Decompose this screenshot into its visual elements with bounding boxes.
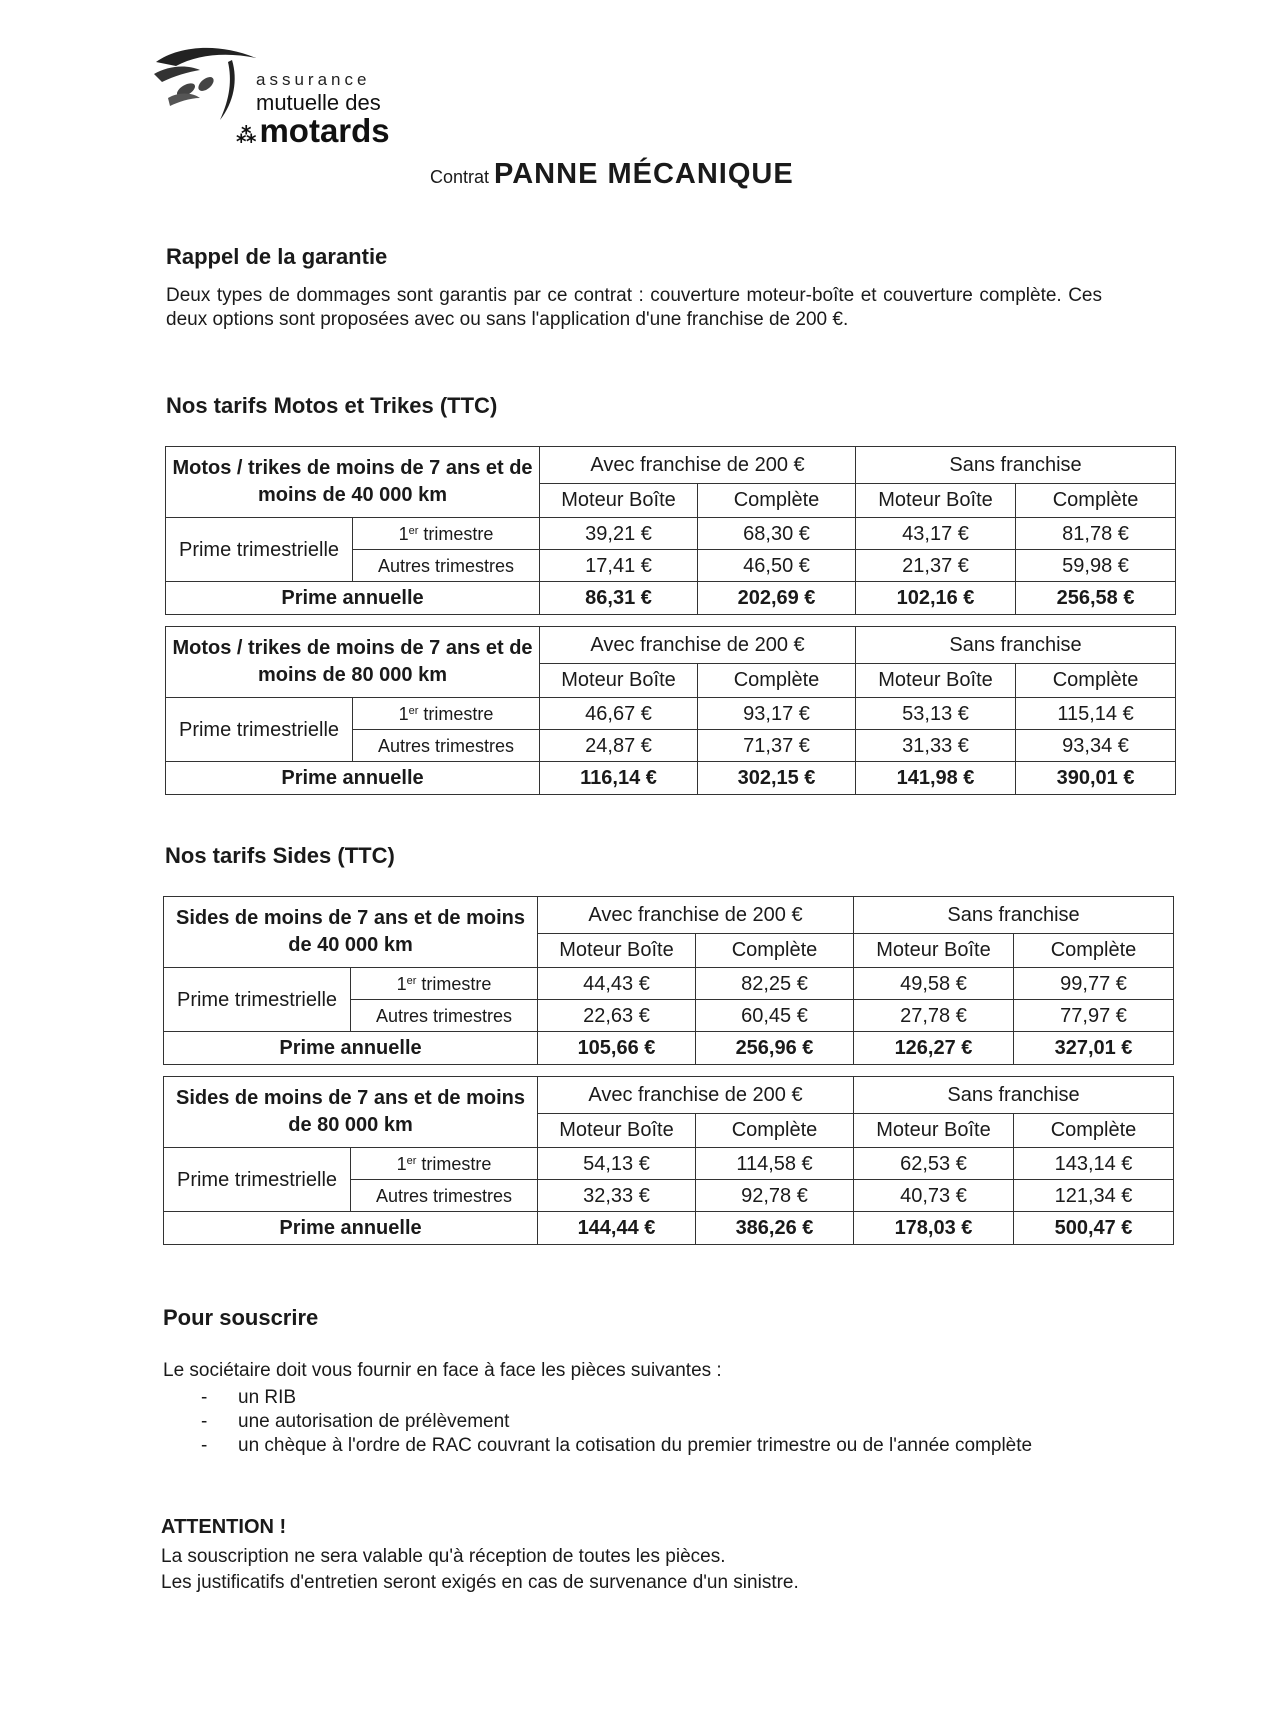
logo-line-3-text: motards (259, 112, 390, 149)
documents-list (163, 1386, 1103, 1458)
title-main: PANNE MÉCANIQUE (494, 158, 794, 190)
group-header: Avec franchise de 200 € (540, 447, 856, 484)
table-row (164, 1148, 1174, 1180)
table-cell: 77,97 € (1014, 1000, 1174, 1032)
logo-line-2: mutuelle des (256, 90, 381, 115)
row-label: Autres trimestres (353, 730, 540, 762)
row-label: Prime trimestrielle (166, 518, 353, 582)
souscrire-intro: Le sociétaire doit vous fournir en face à face les pièces suivantes : (163, 1360, 722, 1381)
sides-heading: Nos tarifs Sides (TTC) (165, 843, 395, 868)
page-title (430, 158, 794, 191)
attention-heading: ATTENTION ! (161, 1516, 287, 1538)
table-cell: 144,44 € (538, 1212, 696, 1245)
row-label-first (351, 1148, 538, 1180)
sides-table-40000 (163, 896, 1174, 1065)
group-header: Avec franchise de 200 € (538, 1077, 854, 1114)
table-cell: 46,50 € (698, 550, 856, 582)
table-cell: 60,45 € (696, 1000, 854, 1032)
table-cell: 82,25 € (696, 968, 854, 1000)
column-header: Complète (1016, 664, 1176, 698)
table-cell: 92,78 € (696, 1180, 854, 1212)
table-row (166, 627, 1176, 664)
table-cell: 32,33 € (538, 1180, 696, 1212)
group-header: Avec franchise de 200 € (540, 627, 856, 664)
table-cell: 31,33 € (856, 730, 1016, 762)
column-header: Moteur Boîte (538, 934, 696, 968)
motos-table-40000 (165, 446, 1176, 615)
table-cell: 386,26 € (696, 1212, 854, 1245)
table-label: Motos / trikes de moins de 7 ans et de moins de 40 000 km (166, 447, 540, 518)
table-cell: 21,37 € (856, 550, 1016, 582)
column-header: Moteur Boîte (540, 664, 698, 698)
table-cell: 93,34 € (1016, 730, 1176, 762)
table-row (164, 968, 1174, 1000)
table-cell: 302,15 € (698, 762, 856, 795)
row-label-text: trimestre (423, 703, 494, 724)
table-cell: 102,16 € (856, 582, 1016, 615)
table-cell: 390,01 € (1016, 762, 1176, 795)
table-row (164, 1032, 1174, 1065)
row-label: Prime trimestrielle (164, 968, 351, 1032)
group-header: Avec franchise de 200 € (538, 897, 854, 934)
rappel-text: Deux types de dommages sont garantis par ce contrat : couverture moteur-boîte et couverture complète. Ces deux options sont proposées avec ou sans l'application d'une franchise de 200 €. (166, 285, 1102, 330)
row-label-text: trimestre (423, 523, 494, 544)
table-cell: 81,78 € (1016, 518, 1176, 550)
group-header: Sans franchise (856, 627, 1176, 664)
table-cell: 22,63 € (538, 1000, 696, 1032)
row-label: Prime annuelle (164, 1032, 538, 1065)
table-cell: 17,41 € (540, 550, 698, 582)
group-header: Sans franchise (856, 447, 1176, 484)
ordinal-suffix: er (408, 704, 419, 717)
table-label: Sides de moins de 7 ans et de moins de 40 000 km (164, 897, 538, 968)
column-header: Complète (1014, 1114, 1174, 1148)
table-cell: 40,73 € (854, 1180, 1014, 1212)
table-cell: 327,01 € (1014, 1032, 1174, 1065)
logo (148, 40, 408, 150)
table-row (166, 762, 1176, 795)
table-row (166, 447, 1176, 484)
souscrire-heading: Pour souscrire (163, 1305, 319, 1330)
table-cell: 202,69 € (698, 582, 856, 615)
row-label: Prime annuelle (164, 1212, 538, 1245)
column-header: Complète (696, 934, 854, 968)
column-header: Complète (696, 1114, 854, 1148)
row-label: Prime trimestrielle (166, 698, 353, 762)
attention-line-2: Les justificatifs d'entretien seront exigés en cas de survenance d'un sinistre. (161, 1572, 799, 1593)
table-row (166, 582, 1176, 615)
table-cell: 86,31 € (540, 582, 698, 615)
table-cell: 93,17 € (698, 698, 856, 730)
ordinal-suffix: er (406, 974, 417, 987)
row-label: Autres trimestres (353, 550, 540, 582)
table-cell: 49,58 € (854, 968, 1014, 1000)
table-cell: 115,14 € (1016, 698, 1176, 730)
table-cell: 59,98 € (1016, 550, 1176, 582)
table-cell: 68,30 € (698, 518, 856, 550)
ordinal-suffix: er (408, 524, 419, 537)
table-cell: 46,67 € (540, 698, 698, 730)
column-header: Moteur Boîte (856, 664, 1016, 698)
table-cell: 71,37 € (698, 730, 856, 762)
table-cell: 43,17 € (856, 518, 1016, 550)
table-cell: 116,14 € (540, 762, 698, 795)
table-cell: 500,47 € (1014, 1212, 1174, 1245)
motos-heading: Nos tarifs Motos et Trikes (TTC) (166, 393, 498, 418)
table-cell: 178,03 € (854, 1212, 1014, 1245)
row-label-first (351, 968, 538, 1000)
table-cell: 24,87 € (540, 730, 698, 762)
table-cell: 121,34 € (1014, 1180, 1174, 1212)
column-header: Complète (698, 484, 856, 518)
table-cell: 99,77 € (1014, 968, 1174, 1000)
column-header: Complète (1014, 934, 1174, 968)
list-item: - une autorisation de prélèvement (163, 1410, 1103, 1434)
table-cell: 39,21 € (540, 518, 698, 550)
table-cell: 141,98 € (856, 762, 1016, 795)
list-item: - un RIB (163, 1386, 1103, 1410)
ordinal-number: 1 (396, 1153, 407, 1174)
sides-table-80000 (163, 1076, 1174, 1245)
title-prefix: Contrat (430, 167, 490, 187)
table-cell: 27,78 € (854, 1000, 1014, 1032)
table-row (164, 897, 1174, 934)
table-cell: 126,27 € (854, 1032, 1014, 1065)
column-header: Moteur Boîte (854, 1114, 1014, 1148)
table-cell: 114,58 € (696, 1148, 854, 1180)
table-cell: 143,14 € (1014, 1148, 1174, 1180)
table-cell: 256,58 € (1016, 582, 1176, 615)
table-cell: 105,66 € (538, 1032, 696, 1065)
table-row (166, 698, 1176, 730)
row-label-first (353, 518, 540, 550)
ordinal-suffix: er (406, 1154, 417, 1167)
table-label: Motos / trikes de moins de 7 ans et de moins de 80 000 km (166, 627, 540, 698)
logo-line-1: assurance (256, 70, 371, 89)
row-label-first (353, 698, 540, 730)
column-header: Complète (698, 664, 856, 698)
logo-line-3 (236, 112, 390, 150)
group-header: Sans franchise (854, 897, 1174, 934)
table-cell: 256,96 € (696, 1032, 854, 1065)
table-row (164, 1212, 1174, 1245)
table-row (164, 1077, 1174, 1114)
ordinal-number: 1 (398, 703, 409, 724)
column-header: Moteur Boîte (856, 484, 1016, 518)
table-cell: 53,13 € (856, 698, 1016, 730)
row-label: Autres trimestres (351, 1000, 538, 1032)
row-label-text: trimestre (421, 1153, 492, 1174)
rappel-heading: Rappel de la garantie (166, 244, 388, 269)
column-header: Complète (1016, 484, 1176, 518)
motos-table-80000 (165, 626, 1176, 795)
column-header: Moteur Boîte (854, 934, 1014, 968)
row-label: Autres trimestres (351, 1180, 538, 1212)
table-cell: 44,43 € (538, 968, 696, 1000)
table-cell: 54,13 € (538, 1148, 696, 1180)
group-header: Sans franchise (854, 1077, 1174, 1114)
row-label-text: trimestre (421, 973, 492, 994)
list-item: - un chèque à l'ordre de RAC couvrant la cotisation du premier trimestre ou de l'année complète (163, 1434, 1103, 1458)
row-label: Prime trimestrielle (164, 1148, 351, 1212)
attention-line-1: La souscription ne sera valable qu'à réception de toutes les pièces. (161, 1546, 726, 1567)
logo-mark-icon: ⁂ (236, 125, 257, 147)
ordinal-number: 1 (396, 973, 407, 994)
column-header: Moteur Boîte (538, 1114, 696, 1148)
ordinal-number: 1 (398, 523, 409, 544)
table-row (166, 518, 1176, 550)
row-label: Prime annuelle (166, 762, 540, 795)
table-cell: 62,53 € (854, 1148, 1014, 1180)
row-label: Prime annuelle (166, 582, 540, 615)
column-header: Moteur Boîte (540, 484, 698, 518)
table-label: Sides de moins de 7 ans et de moins de 80 000 km (164, 1077, 538, 1148)
